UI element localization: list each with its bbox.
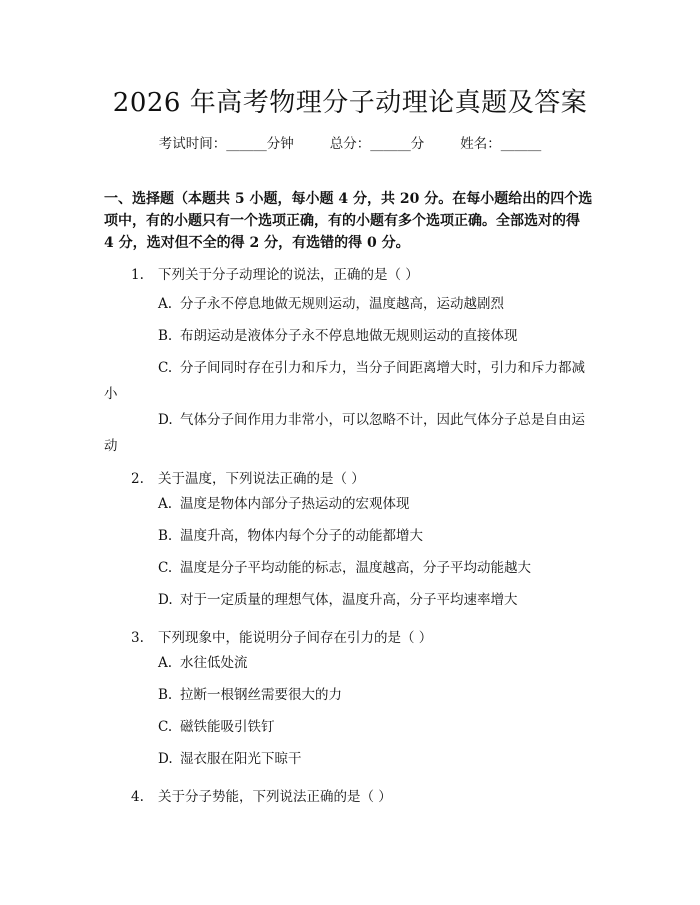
option-letter: D. [158,592,173,608]
question-4 [131,785,392,805]
student-name-field: 姓名：______ [460,136,542,152]
option-letter: C. [158,719,173,735]
option-text: 温度是分子平均动能的标志，温度越高，分子平均动能越大 [180,560,531,576]
question-1-option-b [104,323,594,349]
option-text: 分子间同时存在引力和斥力，当分子间距离增大时，引力和斥力都减小 [104,360,585,402]
question-number: 4. [131,789,144,805]
option-text: 温度是物体内部分子热运动的宏观体现 [180,496,410,512]
question-3-option-a [104,650,594,676]
question-stem: 下列关于分子动理论的说法，正确的是（ ） [158,267,419,283]
question-2 [131,467,365,487]
question-3-option-d [104,746,594,772]
question-3-option-c [104,714,594,740]
total-score-field: 总分：______分 [329,136,425,152]
option-text: 分子永不停息地做无规则运动，温度越高，运动越剧烈 [180,296,504,312]
question-stem: 关于分子势能，下列说法正确的是（ ） [158,789,392,805]
option-text: 拉断一根钢丝需要很大的力 [180,687,342,703]
question-stem: 关于温度，下列说法正确的是（ ） [158,471,365,487]
option-letter: D. [158,751,173,767]
option-letter: D. [158,412,173,428]
option-text: 布朗运动是液体分子永不停息地做无规则运动的直接体现 [180,328,518,344]
option-letter: A. [158,655,173,671]
question-2-option-d [104,587,594,613]
option-letter: A. [158,496,173,512]
question-number: 3. [131,630,144,646]
option-text: 温度升高，物体内每个分子的动能都增大 [180,528,423,544]
question-number: 2. [131,471,144,487]
option-text: 对于一定质量的理想气体，温度升高，分子平均速率增大 [180,592,518,608]
option-text: 水往低处流 [180,655,248,671]
exam-info-line [0,132,700,152]
question-1-option-d [104,407,594,459]
option-text: 气体分子间作用力非常小，可以忽略不计，因此气体分子总是自由运动 [104,412,585,454]
option-letter: B. [158,687,173,703]
question-1-option-a [104,291,594,317]
option-letter: C. [158,560,173,576]
question-3 [131,626,432,646]
question-1-option-c [104,355,594,407]
question-2-option-c [104,555,594,581]
exam-time-field: 考试时间：______分钟 [158,136,294,152]
question-number: 1. [131,267,144,283]
section-heading: 一、选择题（本题共 5 小题，每小题 4 分，共 20 分。在每小题给出的四个选项中，有的小题只有一个选项正确，有的小题有多个选项正确。全部选对的得 4 分，选对但不全的得 2 分，有选错的得 0 分。 [104,191,593,251]
option-text: 磁铁能吸引铁钉 [180,719,275,735]
option-letter: B. [158,328,173,344]
option-letter: C. [158,360,173,376]
option-letter: A. [158,296,173,312]
question-3-option-b [104,682,594,708]
option-text: 湿衣服在阳光下晾干 [180,751,302,767]
option-letter: B. [158,528,173,544]
question-2-option-b [104,523,594,549]
page-title: 2026 年高考物理分子动理论真题及答案 [112,88,588,118]
question-stem: 下列现象中，能说明分子间存在引力的是（ ） [158,630,433,646]
question-2-option-a [104,491,594,517]
question-1 [131,263,419,283]
